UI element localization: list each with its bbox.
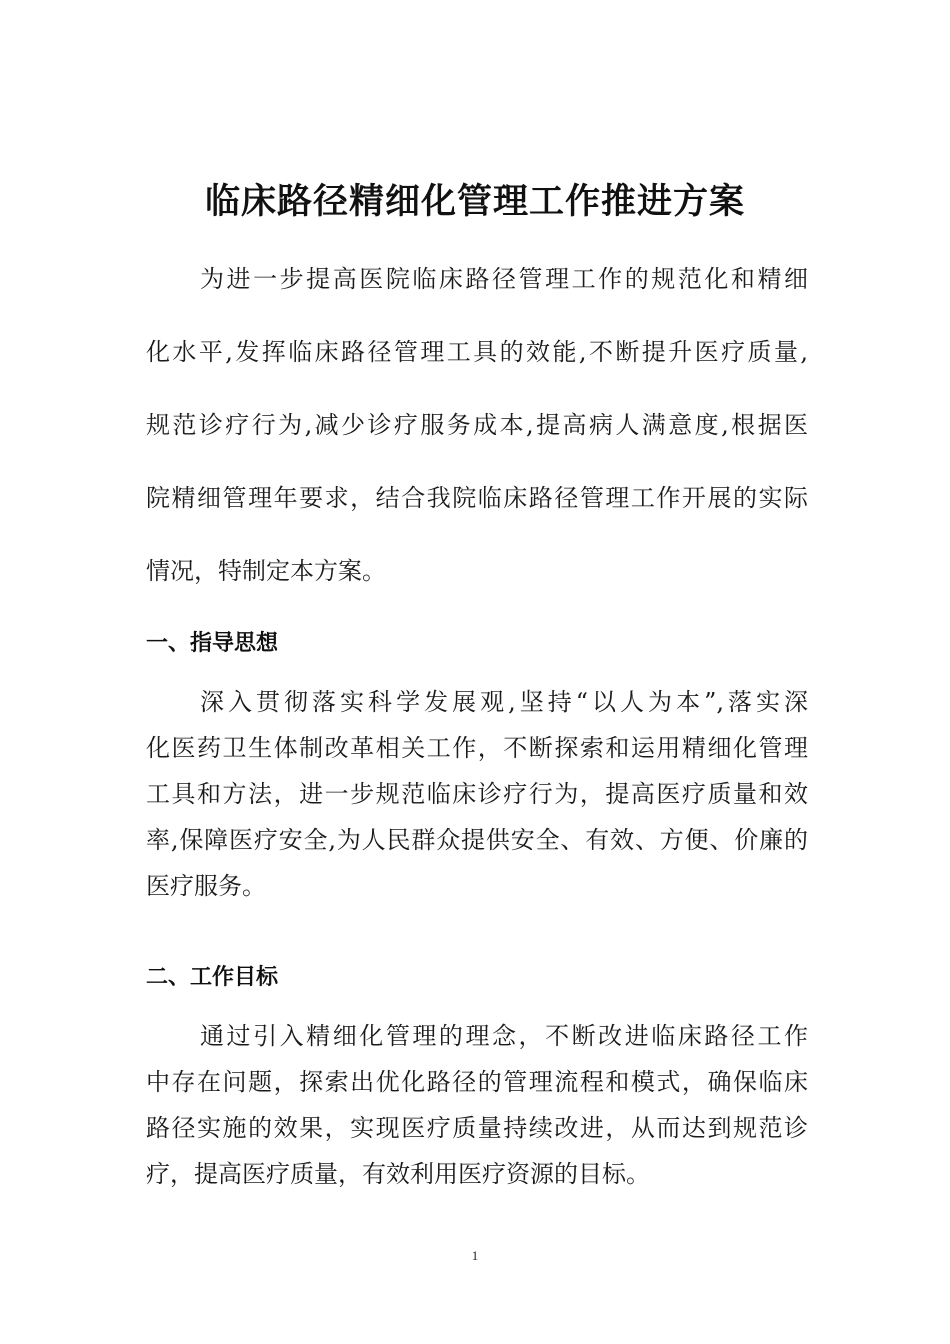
page-number: 1 [471, 1248, 479, 1263]
section-paragraph-guiding-ideology [146, 679, 808, 909]
paragraph-line: 深入贯彻落实科学发展观,坚持“以人为本”,落实深 [200, 688, 808, 716]
paragraph-line: 医疗服务。 [146, 872, 266, 900]
intro-line: 化水平,发挥临床路径管理工具的效能,不断提升医疗质量, [146, 338, 808, 366]
section-heading-work-goals: 二、工作目标 [146, 965, 279, 990]
intro-line: 为进一步提高医院临床路径管理工作的规范化和精细 [200, 265, 808, 293]
paragraph-line: 疗，提高医疗质量，有效利用医疗资源的目标。 [146, 1160, 650, 1188]
paragraph-line: 路径实施的效果，实现医疗质量持续改进，从而达到规范诊 [146, 1114, 808, 1142]
paragraph-line: 率,保障医疗安全,为人民群众提供安全、有效、方便、价廉的 [146, 826, 808, 854]
intro-line: 情况，特制定本方案。 [146, 557, 386, 585]
document-title: 临床路径精细化管理工作推进方案 [204, 181, 745, 222]
intro-paragraph [146, 243, 808, 608]
intro-line: 规范诊疗行为,减少诊疗服务成本,提高病人满意度,根据医 [146, 411, 808, 439]
paragraph-line: 中存在问题，探索出优化路径的管理流程和模式，确保临床 [146, 1068, 808, 1096]
paragraph-line: 工具和方法，进一步规范临床诊疗行为，提高医疗质量和效 [146, 780, 808, 808]
section-paragraph-work-goals [146, 1013, 808, 1197]
intro-line: 院精细管理年要求，结合我院临床路径管理工作开展的实际 [146, 484, 808, 512]
paragraph-line: 通过引入精细化管理的理念，不断改进临床路径工作 [200, 1022, 808, 1050]
paragraph-line: 化医药卫生体制改革相关工作，不断探索和运用精细化管理 [146, 734, 808, 762]
section-heading-guiding-ideology: 一、指导思想 [146, 631, 279, 656]
